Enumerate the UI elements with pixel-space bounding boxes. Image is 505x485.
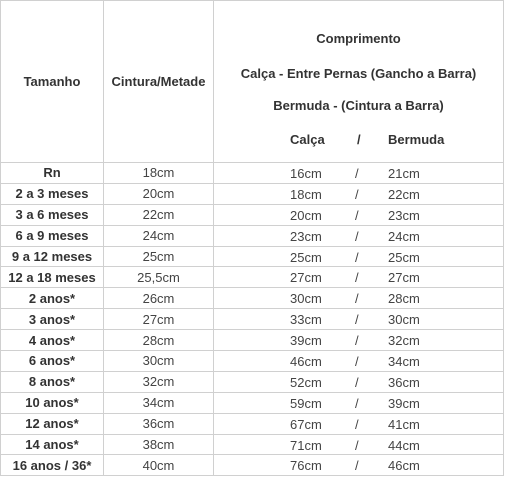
pants-length: 23cm	[290, 228, 322, 244]
length-separator: /	[355, 354, 359, 370]
size-header: Tamanho	[1, 1, 104, 163]
waist-cell: 20cm	[104, 183, 214, 204]
size-cell: 12 a 18 meses	[1, 267, 104, 288]
shorts-length: 25cm	[388, 249, 420, 265]
length-cell	[214, 371, 504, 392]
pants-length: 59cm	[290, 395, 322, 411]
shorts-length: 46cm	[388, 458, 420, 474]
length-cell	[214, 246, 504, 267]
waist-cell: 36cm	[104, 413, 214, 434]
pants-length: 33cm	[290, 312, 322, 328]
size-cell: 12 anos*	[1, 413, 104, 434]
shorts-length: 41cm	[388, 416, 420, 432]
size-cell: 3 anos*	[1, 309, 104, 330]
size-cell: 2 anos*	[1, 288, 104, 309]
table-row	[1, 204, 504, 225]
length-cell	[214, 455, 504, 476]
pants-length: 30cm	[290, 291, 322, 307]
length-cell	[214, 183, 504, 204]
length-separator: /	[355, 333, 359, 349]
pants-length: 18cm	[290, 186, 322, 202]
pants-subheader: Calça	[290, 132, 325, 147]
length-separator: /	[355, 207, 359, 223]
pants-length: 46cm	[290, 354, 322, 370]
pants-length: 16cm	[290, 166, 322, 181]
shorts-definition: Bermuda - (Cintura a Barra)	[273, 98, 444, 113]
header-row	[1, 1, 504, 163]
size-cell: 14 anos*	[1, 434, 104, 455]
length-title: Comprimento	[316, 31, 401, 46]
waist-cell: 22cm	[104, 204, 214, 225]
waist-cell: 28cm	[104, 330, 214, 351]
pants-length: 25cm	[290, 249, 322, 265]
waist-cell: 30cm	[104, 351, 214, 372]
shorts-length: 27cm	[388, 270, 420, 286]
size-cell: 2 a 3 meses	[1, 183, 104, 204]
waist-cell: 25,5cm	[104, 267, 214, 288]
length-cell	[214, 288, 504, 309]
length-cell	[214, 309, 504, 330]
table-row	[1, 371, 504, 392]
shorts-length: 24cm	[388, 228, 420, 244]
size-cell: 8 anos*	[1, 371, 104, 392]
size-cell: 9 a 12 meses	[1, 246, 104, 267]
shorts-length: 21cm	[388, 166, 420, 181]
length-separator: /	[355, 437, 359, 453]
length-cell	[214, 204, 504, 225]
waist-cell: 18cm	[104, 163, 214, 184]
length-cell	[214, 330, 504, 351]
length-separator: /	[355, 312, 359, 328]
shorts-length: 39cm	[388, 395, 420, 411]
waist-cell: 40cm	[104, 455, 214, 476]
table-row	[1, 246, 504, 267]
length-separator: /	[355, 458, 359, 474]
length-cell	[214, 434, 504, 455]
table-row	[1, 309, 504, 330]
length-separator: /	[355, 186, 359, 202]
waist-cell: 32cm	[104, 371, 214, 392]
length-cell	[214, 413, 504, 434]
size-cell: 10 anos*	[1, 392, 104, 413]
length-separator: /	[355, 249, 359, 265]
waist-cell: 26cm	[104, 288, 214, 309]
table-row	[1, 455, 504, 476]
length-separator: /	[355, 395, 359, 411]
length-separator: /	[355, 374, 359, 390]
pants-length: 27cm	[290, 270, 322, 286]
size-cell: 6 a 9 meses	[1, 225, 104, 246]
shorts-subheader: Bermuda	[388, 132, 445, 147]
length-separator: /	[355, 166, 359, 181]
length-separator: /	[355, 416, 359, 432]
pants-length: 20cm	[290, 207, 322, 223]
shorts-length: 30cm	[388, 312, 420, 328]
shorts-length: 32cm	[388, 333, 420, 349]
length-header	[214, 1, 504, 163]
table-row	[1, 225, 504, 246]
table-row	[1, 183, 504, 204]
size-cell: 4 anos*	[1, 330, 104, 351]
length-cell	[214, 163, 504, 184]
waist-cell: 24cm	[104, 225, 214, 246]
shorts-length: 36cm	[388, 374, 420, 390]
length-cell	[214, 267, 504, 288]
table-row	[1, 288, 504, 309]
waist-cell: 25cm	[104, 246, 214, 267]
table-row	[1, 351, 504, 372]
shorts-length: 22cm	[388, 186, 420, 202]
waist-cell: 27cm	[104, 309, 214, 330]
length-separator: /	[355, 228, 359, 244]
pants-length: 39cm	[290, 333, 322, 349]
length-separator: /	[355, 291, 359, 307]
length-cell	[214, 392, 504, 413]
pants-length: 52cm	[290, 374, 322, 390]
shorts-length: 44cm	[388, 437, 420, 453]
length-cell	[214, 225, 504, 246]
shorts-length: 34cm	[388, 354, 420, 370]
size-cell: 3 a 6 meses	[1, 204, 104, 225]
table-row	[1, 330, 504, 351]
table-row	[1, 392, 504, 413]
length-cell	[214, 351, 504, 372]
pants-definition: Calça - Entre Pernas (Gancho a Barra)	[240, 66, 477, 81]
pants-length: 71cm	[290, 437, 322, 453]
size-cell: 16 anos / 36*	[1, 455, 104, 476]
pants-length: 67cm	[290, 416, 322, 432]
size-cell: Rn	[1, 163, 104, 184]
length-separator: /	[355, 270, 359, 286]
table-row	[1, 267, 504, 288]
subheader-separator: /	[357, 132, 361, 147]
size-cell: 6 anos*	[1, 351, 104, 372]
pants-length: 76cm	[290, 458, 322, 474]
table-row	[1, 413, 504, 434]
waist-cell: 34cm	[104, 392, 214, 413]
waist-cell: 38cm	[104, 434, 214, 455]
shorts-length: 23cm	[388, 207, 420, 223]
table-row	[1, 163, 504, 184]
shorts-length: 28cm	[388, 291, 420, 307]
table-row	[1, 434, 504, 455]
waist-header: Cintura/Metade	[104, 1, 214, 163]
